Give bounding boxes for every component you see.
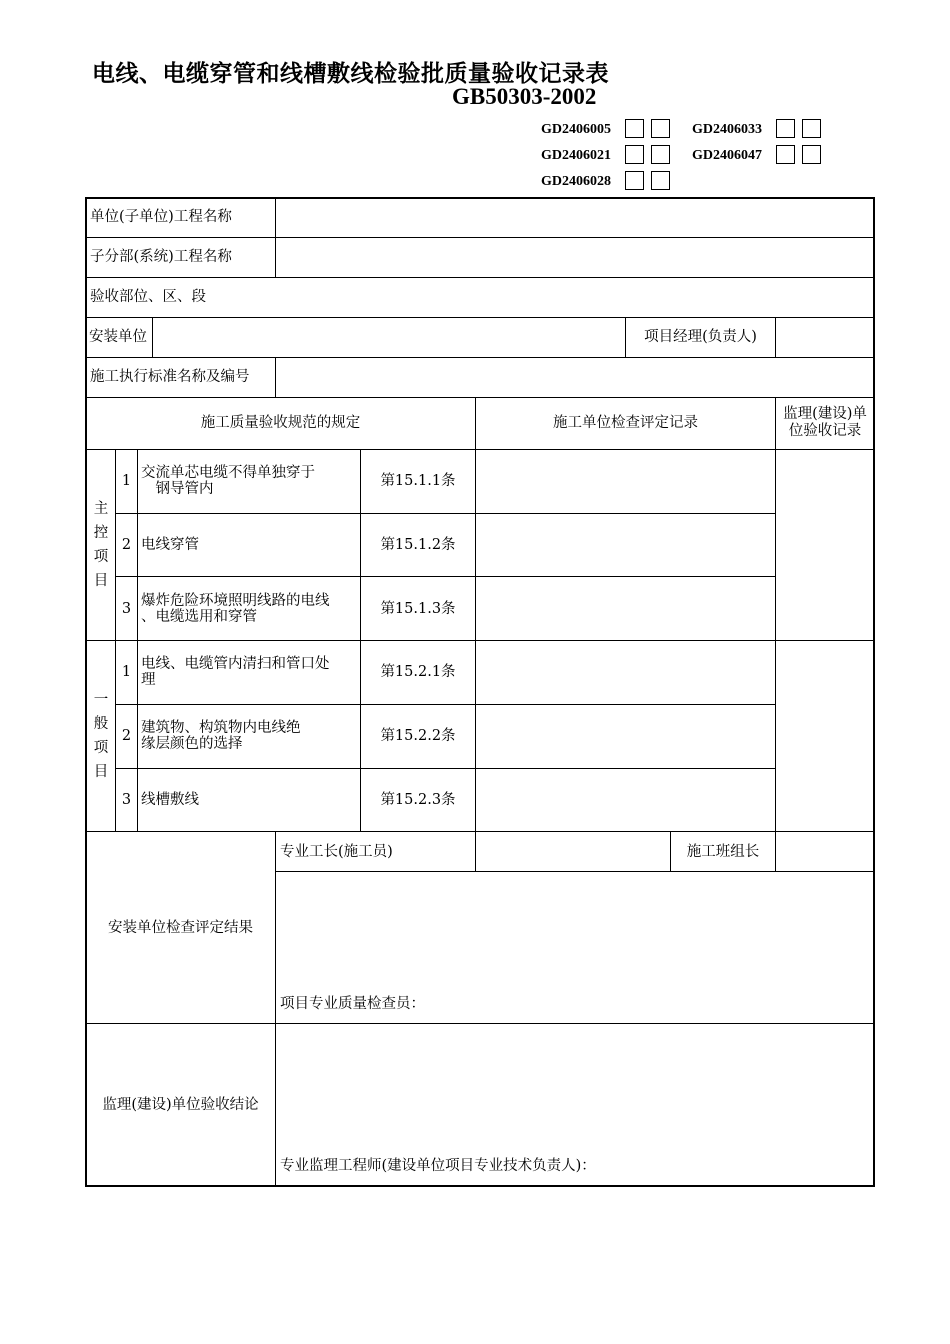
project-manager-label: 项目经理(负责人) [644,329,757,345]
subdivision-field[interactable] [278,240,872,276]
supervision-conclusion-label: 监理(建设)单位验收结论 [102,1097,259,1113]
install-unit-label: 安装单位 [89,329,147,345]
item-number: 3 [121,601,132,617]
code-checkbox-a[interactable] [776,145,795,164]
subdivision-label: 子分部(系统)工程名称 [90,249,232,265]
code-checkbox-a[interactable] [625,119,644,138]
item-record-field[interactable] [478,707,773,766]
code-label: GD2406021 [541,148,611,163]
col-header-spec: 施工质量验收规范的规定 [200,415,361,431]
item-number: 1 [121,664,132,680]
project-name-field[interactable] [278,200,872,236]
code-checkbox-b[interactable] [802,119,821,138]
code-label: GD2406028 [541,174,611,189]
item-record-field[interactable] [478,579,773,638]
item-description: 电线穿管 [141,537,199,553]
team-leader-field[interactable] [778,834,872,870]
team-leader-label: 施工班组长 [686,844,760,860]
general-items-label: 一般项目 [93,692,109,780]
standard-field[interactable] [278,360,872,396]
general-supervision-field[interactable] [778,643,872,829]
supervision-conclusion-field[interactable] [278,1026,872,1150]
code-checkbox-b[interactable] [802,145,821,164]
item-clause: 第15.2.1条 [380,664,456,680]
form-title: 电线、电缆穿管和线槽敷线检验批质量验收记录表 [92,60,609,87]
item-description: 线槽敷线 [141,792,199,808]
foreman-label: 专业工长(施工员) [280,844,393,860]
main-control-supervision-field[interactable] [778,452,872,638]
item-clause: 第15.1.3条 [380,601,456,617]
project-manager-field[interactable] [778,320,872,356]
code-label: GD2406033 [692,122,762,137]
foreman-field[interactable] [478,834,668,870]
item-record-field[interactable] [478,516,773,574]
install-unit-field[interactable] [155,320,623,356]
code-label: GD2406047 [692,148,762,163]
standard-number: GB50303-2002 [452,84,597,109]
code-checkbox-a[interactable] [625,171,644,190]
code-checkbox-b[interactable] [651,119,670,138]
item-description: 电线、电缆管内清扫和管口处 理 [141,656,330,688]
item-clause: 第15.2.2条 [380,728,456,744]
col-header-record: 施工单位检查评定记录 [553,415,698,431]
item-number: 1 [121,473,132,489]
install-result-field[interactable] [278,874,872,989]
item-record-field[interactable] [478,771,773,829]
item-clause: 第15.1.1条 [380,473,456,489]
item-number: 3 [121,792,132,808]
main-control-label: 主控项目 [93,501,109,589]
item-record-field[interactable] [478,452,773,511]
item-description: 建筑物、构筑物内电线绝 缘层颜色的选择 [141,720,301,752]
item-description: 爆炸危险环境照明线路的电线 、电缆选用和穿管 [141,593,330,625]
item-clause: 第15.2.3条 [380,792,456,808]
code-label: GD2406005 [541,122,611,137]
quality-inspector-label: 项目专业质量检查员： [280,996,425,1012]
item-record-field[interactable] [478,643,773,702]
project-name-label: 单位(子单位)工程名称 [90,209,232,225]
code-checkbox-b[interactable] [651,145,670,164]
item-description: 交流单芯电缆不得单独穿于 钢导管内 [141,465,315,497]
install-result-label: 安装单位检查评定结果 [108,920,253,936]
code-checkbox-b[interactable] [651,171,670,190]
item-clause: 第15.1.2条 [380,537,456,553]
acceptance-part-label: 验收部位、区、段 [90,289,206,305]
item-number: 2 [121,728,132,744]
standard-label: 施工执行标准名称及编号 [90,369,250,385]
item-number: 2 [121,537,132,553]
col-header-supervision: 监理(建设)单位验收记录 [783,406,867,439]
code-checkbox-a[interactable] [776,119,795,138]
supervision-engineer-label: 专业监理工程师(建设单位项目专业技术负责人)： [280,1158,596,1174]
code-checkbox-a[interactable] [625,145,644,164]
